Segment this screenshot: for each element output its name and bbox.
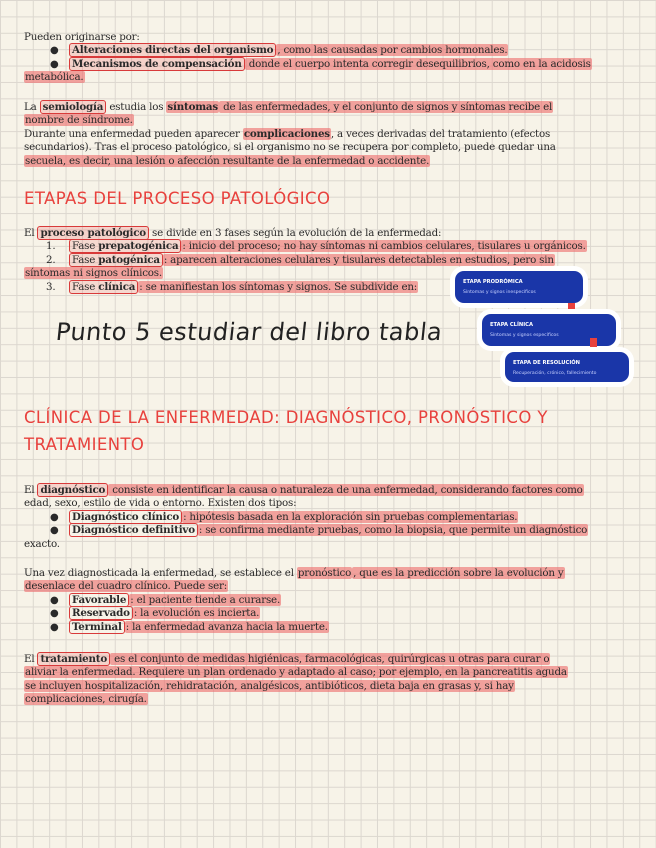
heading-line: CLÍNICA DE LA ENFERMEDAD: DIAGNÓSTICO, PRONÓSTICO Y bbox=[24, 408, 548, 427]
paragraph-line bbox=[24, 693, 634, 706]
text: se divide en 3 fases según la evolución de la enfermedad: bbox=[148, 227, 442, 239]
text: secundarios). Tras el proceso patológico, si el organismo no se recupera por completo, puede quedar una bbox=[24, 141, 556, 154]
paragraph-line bbox=[24, 141, 634, 154]
bullet-icon: ● bbox=[50, 621, 59, 633]
highlight-text: : la enfermedad avanza hacia la muerte. bbox=[125, 620, 328, 633]
text: Una vez diagnosticada la enfermedad, se establece el bbox=[24, 567, 297, 579]
handwritten-note: Punto 5 estudiar del libro tabla bbox=[54, 318, 444, 346]
highlight-text: síntomas ni signos clínicos. bbox=[25, 267, 162, 280]
highlight-text: desenlace del cuadro clínico. Puede ser: bbox=[25, 580, 228, 593]
highlight-term: síntomas bbox=[167, 101, 219, 113]
text: El bbox=[24, 227, 38, 239]
diagnostico-block bbox=[24, 484, 634, 551]
text: Fase bbox=[72, 280, 99, 293]
paragraph-line bbox=[24, 497, 634, 510]
highlight-text: nombre de síndrome. bbox=[25, 114, 133, 127]
list-item bbox=[24, 607, 634, 620]
list-item bbox=[24, 240, 634, 253]
stage-title: ETAPA PRODRÓMICA bbox=[463, 279, 523, 285]
paragraph-line bbox=[24, 227, 634, 240]
highlight-term: pronóstico bbox=[297, 567, 352, 579]
bullet-icon: ● bbox=[50, 525, 59, 537]
bullet-icon: ● bbox=[50, 45, 59, 57]
highlight-text: metabólica. bbox=[25, 71, 84, 84]
term-box: Diagnóstico clínico bbox=[69, 510, 182, 524]
paragraph-line bbox=[24, 666, 634, 679]
highlight-term: complicaciones bbox=[243, 127, 330, 140]
highlight-text: consiste en identificar la causa o naturaleza de una enfermedad, considerando factores como bbox=[109, 484, 583, 496]
highlight-text: : se manifiestan los síntomas y signos. Se subdivide en: bbox=[139, 280, 418, 293]
stages-image bbox=[449, 268, 635, 386]
bullet-icon: ● bbox=[50, 608, 59, 620]
text: El bbox=[24, 653, 38, 665]
term-box: proceso patológico bbox=[37, 226, 149, 240]
highlight-text: : hipótesis basada en la exploración sin pruebas complementarias. bbox=[183, 510, 518, 523]
highlight-text: : se confirma mediante pruebas, como la biopsia, que permite un diagnóstico bbox=[198, 524, 588, 537]
highlight-text: , que es la predicción sobre la evolución y bbox=[353, 567, 564, 579]
paragraph-line bbox=[24, 567, 634, 580]
text: exacto. bbox=[24, 537, 60, 550]
stage-card bbox=[505, 352, 629, 382]
bullet-icon: ● bbox=[50, 511, 59, 523]
bullet-icon: ● bbox=[50, 58, 59, 70]
highlight-text: secuela, es decir, una lesión o afección resultante de la enfermedad o accidente. bbox=[25, 154, 430, 167]
paragraph-line bbox=[24, 128, 634, 141]
semiologia-block bbox=[24, 101, 634, 168]
list-item bbox=[24, 621, 634, 634]
text: El bbox=[24, 484, 38, 496]
paragraph-line bbox=[24, 484, 634, 497]
highlight-text: : el paciente tiende a curarse. bbox=[130, 593, 281, 606]
bullet-icon: ● bbox=[50, 594, 59, 606]
list-number: 2. bbox=[46, 253, 56, 266]
paragraph-line bbox=[24, 155, 634, 168]
term-box: diagnóstico bbox=[37, 483, 108, 497]
text: Fase bbox=[72, 240, 99, 253]
highlight-text: aliviar la enfermedad. Requiere un plan ordenado y adaptado al caso; por ejemplo, en la pancreatitis aguda bbox=[25, 666, 567, 679]
list-item bbox=[24, 511, 634, 524]
intro-block bbox=[24, 31, 634, 85]
paragraph-line bbox=[24, 580, 634, 593]
section-heading-etapas: ETAPAS DEL PROCESO PATOLÓGICO bbox=[24, 189, 331, 208]
text: , a veces derivadas del tratamiento (efectos bbox=[330, 127, 551, 140]
stage-title: ETAPA CLÍNICA bbox=[490, 322, 533, 328]
highlight-text: , como las causadas por cambios hormonales. bbox=[277, 44, 508, 57]
term-box bbox=[69, 280, 138, 294]
text: estudia los bbox=[106, 101, 167, 113]
highlight-text: complicaciones, cirugía. bbox=[25, 693, 147, 706]
term-box: tratamiento bbox=[37, 652, 110, 666]
list-item bbox=[24, 254, 634, 267]
term-box: Terminal bbox=[69, 620, 125, 634]
continuation-line bbox=[24, 71, 634, 84]
term-box: Reservado bbox=[69, 606, 133, 620]
continuation-line bbox=[24, 538, 634, 551]
list-number: 3. bbox=[46, 280, 56, 293]
list-item bbox=[24, 44, 634, 57]
term-box: Mecanismos de compensación bbox=[69, 57, 245, 71]
pronostico-block bbox=[24, 567, 634, 634]
paragraph-line bbox=[24, 114, 634, 127]
term-box: Favorable bbox=[69, 593, 129, 607]
text: La bbox=[24, 101, 40, 113]
intro-lead: Pueden originarse por: bbox=[24, 31, 140, 43]
stage-subtitle: Síntomas y signos inespecíficos bbox=[463, 290, 536, 295]
stage-title: ETAPA DE RESOLUCIÓN bbox=[513, 360, 580, 366]
highlight-text: : la evolución es incierta. bbox=[133, 607, 260, 620]
highlight-text: de las enfermedades, y el conjunto de signos y síntomas recibe el bbox=[220, 101, 553, 113]
term-box bbox=[69, 253, 163, 267]
list-number: 1. bbox=[46, 240, 56, 253]
text: Fase bbox=[72, 253, 99, 266]
stage-subtitle: Síntomas y signos específicos bbox=[490, 333, 559, 338]
highlight-text: donde el cuerpo intenta corregir desequilibrios, como en la acidosis bbox=[245, 57, 591, 70]
highlight-text: es el conjunto de medidas higiénicas, farmacológicas, quirúrgicas u otras para curar o bbox=[111, 653, 550, 665]
term-box: Alteraciones directas del organismo bbox=[69, 43, 276, 57]
paragraph-line bbox=[24, 653, 634, 666]
tratamiento-block bbox=[24, 653, 634, 707]
term: patogénica bbox=[98, 253, 160, 266]
list-item bbox=[24, 524, 634, 537]
paragraph-line bbox=[24, 680, 634, 693]
stage-subtitle: Recuperación, crónico, fallecimiento bbox=[513, 371, 597, 376]
term: clínica bbox=[98, 280, 136, 293]
term-box: Diagnóstico definitivo bbox=[69, 523, 198, 537]
term-box: semiología bbox=[40, 100, 107, 114]
stage-card bbox=[455, 271, 583, 303]
text: edad, sexo, estilo de vida o entorno. Existen dos tipos: bbox=[24, 497, 297, 510]
highlight-text: se incluyen hospitalización, rehidratación, analgésicos, antibióticos, dieta baja en grasas y, si hay bbox=[25, 679, 514, 692]
list-item bbox=[24, 594, 634, 607]
section-heading-clinica bbox=[24, 404, 624, 458]
list-item bbox=[24, 58, 634, 71]
term: prepatogénica bbox=[98, 240, 179, 253]
text: Durante una enfermedad pueden aparecer bbox=[24, 127, 243, 140]
heading-line: TRATAMIENTO bbox=[24, 435, 145, 454]
paragraph-line bbox=[24, 101, 634, 114]
term-box bbox=[69, 239, 181, 253]
highlight-text: : inicio del proceso; no hay síntomas ni cambios celulares, tisulares u orgánicos. bbox=[182, 240, 586, 253]
highlight-text: : aparecen alteraciones celulares y tisulares detectables en estudios, pero sin bbox=[163, 253, 554, 266]
